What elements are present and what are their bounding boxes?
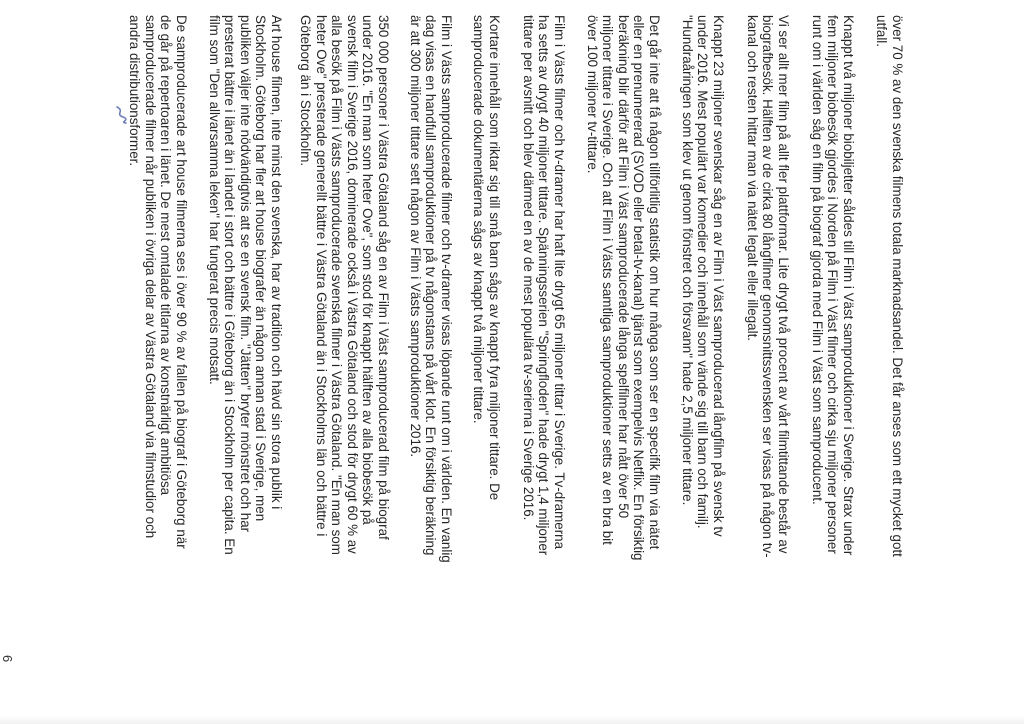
- text-line: heter Ove" presterade generellt bättre i Västra Götaland än i Stockholms län och bättre i: [313, 15, 329, 537]
- text-line: Vi ser allt mer film på allt fler plattformar. Lite drygt två procent av vårt filmtittande består av: [776, 15, 791, 554]
- text-line: runt om i världen såg en film på biograf gjorda med Film i Väst som samproducent.: [809, 15, 825, 505]
- paragraph: [584, 15, 662, 561]
- paragraph: [206, 15, 284, 555]
- text-line: presterat bättre i länet än i landet i stort och bättre i Göteborg än i Stockholm per capita. En: [222, 15, 238, 555]
- text-line: samproducerade filmer når publiken i övriga delar av Västra Götaland via filmstudior och: [142, 15, 158, 539]
- paragraph: [744, 15, 791, 558]
- scan-edge-shadow: [0, 716, 1024, 724]
- rotated-text-block: [0, 15, 905, 715]
- text-line: Göteborg än i Stockholm.: [298, 15, 314, 167]
- text-line: Art house filmen, inte minst den svenska, har av tradition och hävd sin stora publik i: [269, 15, 284, 510]
- text-line: De samproducerade art house filmerna ses i över 90 % av fallen på biograf i Göteborg när: [174, 15, 189, 549]
- text-line: över 100 miljoner tv-tittare.: [584, 15, 600, 174]
- paragraph: [471, 15, 502, 500]
- text-line: Kortare innehåll som riktar sig till små barn sågs av knappt fyra miljoner tittare. De: [487, 15, 502, 501]
- text-line: utfall.: [874, 15, 890, 48]
- text-line: alla besök på Film i Västs samproducerade svenska filmer i Västra Götaland. "En man som: [329, 15, 345, 555]
- text-line: under 2016. "En man som heter Ove", som stod för knappt hälften av alla biobesök på: [360, 15, 376, 525]
- text-line: kanal och resten hittar man via nätet legalt eller illegalt.: [744, 15, 760, 342]
- text-line: 350 000 personer i Västra Götaland såg en av Film i Väst samproducerad film på biograf: [376, 15, 391, 540]
- text-line: Knappt 23 miljoner svenskar såg en av Film i Väst samproducerad långfilm på svensk tv: [711, 15, 726, 537]
- text-line: över 70 % av den svenska filmens totala marknadsandel. Det får anses som ett mycket gott: [890, 15, 905, 557]
- paragraph: [874, 15, 905, 557]
- paragraph: [520, 15, 567, 555]
- text-line: Det går inte att få någon tillförlitlig statistik om hur många som ser en specifik film via nätet: [647, 15, 662, 550]
- text-line: Film i Västs filmer och tv-dramer har haft lite drygt 65 miljoner tittar i Sverige. Tv-dramerna: [552, 15, 567, 550]
- text-line: de går på repertoaren i länet. De mest omtalade titlarna av konstnärligt ambitiösa: [158, 15, 174, 496]
- paragraph: [407, 15, 454, 563]
- text-line: biografbesök. Hälften av de cirka 80 långfilmer genomsnittssvensken ser visas på någon tv-: [760, 15, 776, 558]
- text-line: ha setts av drygt 40 miljoner tittare. Spänningsserien "Springfloden" hade drygt 1,4 miljoner: [536, 15, 552, 556]
- text-line: "Hundraåringen som klev ut genom fönstret och försvann" hade 2,5 miljoner tittare.: [679, 15, 695, 506]
- handwritten-mark-icon: [113, 105, 129, 125]
- text-line: Knappt två miljoner biobiljetter såldes till Film i Väst samproduktioner i Sverige. Strax under: [841, 15, 856, 556]
- page-number: 6: [0, 655, 15, 663]
- paragraph: [297, 15, 391, 555]
- text-line: svensk film i Sverige 2016, dominerade också i Västra Götaland och stod för drygt 60 % av: [344, 15, 360, 554]
- text-line: andra distributionsformer.: [127, 15, 143, 167]
- text-line: tittare per avsnitt och blev därmed en av de mest populära tv-serierna i Sverige 2016.: [520, 15, 536, 521]
- text-line: beräkning blir därför att Film i Väst samproducerade långa spelfilmer har nått över 50: [615, 15, 631, 519]
- text-line: publiken väljer inte nödvändigtvis att se en svensk film. "Jätten" bryter mönstret och har: [237, 15, 253, 533]
- text-line: under 2016. Mest populärt var komedier och innehåll som vände sig till barn och familj.: [695, 15, 711, 529]
- text-line: är att 300 miljoner tittare sett någon av Film i Västs samproduktioner 2016.: [407, 15, 423, 458]
- text-line: Stockholm. Göteborg har fler art house biografer än någon annan stad i Sverige, men: [253, 15, 269, 522]
- text-line: Film i Västs samproducerade filmer och tv-dramer visas löpande runt om i världen. En vanlig: [439, 15, 454, 563]
- text-line: samproducerade dokumentärerna sågs av knappt två miljoner tittare.: [471, 15, 487, 424]
- paragraph: [809, 15, 856, 555]
- text-line: miljoner tittare i Sverige. Och att Film i Västs samtliga samproduktioner setts av en bra bit: [600, 15, 616, 545]
- text-line: film som "Den allvarsamma leken" har fungerat precis motsatt.: [206, 15, 222, 385]
- text-line: fem miljoner biobesök gjordes i Norden på Film i Väst filmer och cirka sju miljoner personer: [825, 15, 841, 554]
- text-line: eller en prenumererad (SVOD eller betal-tv-kanal) tjänst som exempelvis Netflix. En försiktig: [631, 15, 647, 561]
- paragraph: [127, 15, 189, 549]
- paragraph: [679, 15, 726, 537]
- text-line: dag visas en handfull samproduktioner på tv någonstans på vårt klot. En försiktig beräkning: [423, 15, 439, 556]
